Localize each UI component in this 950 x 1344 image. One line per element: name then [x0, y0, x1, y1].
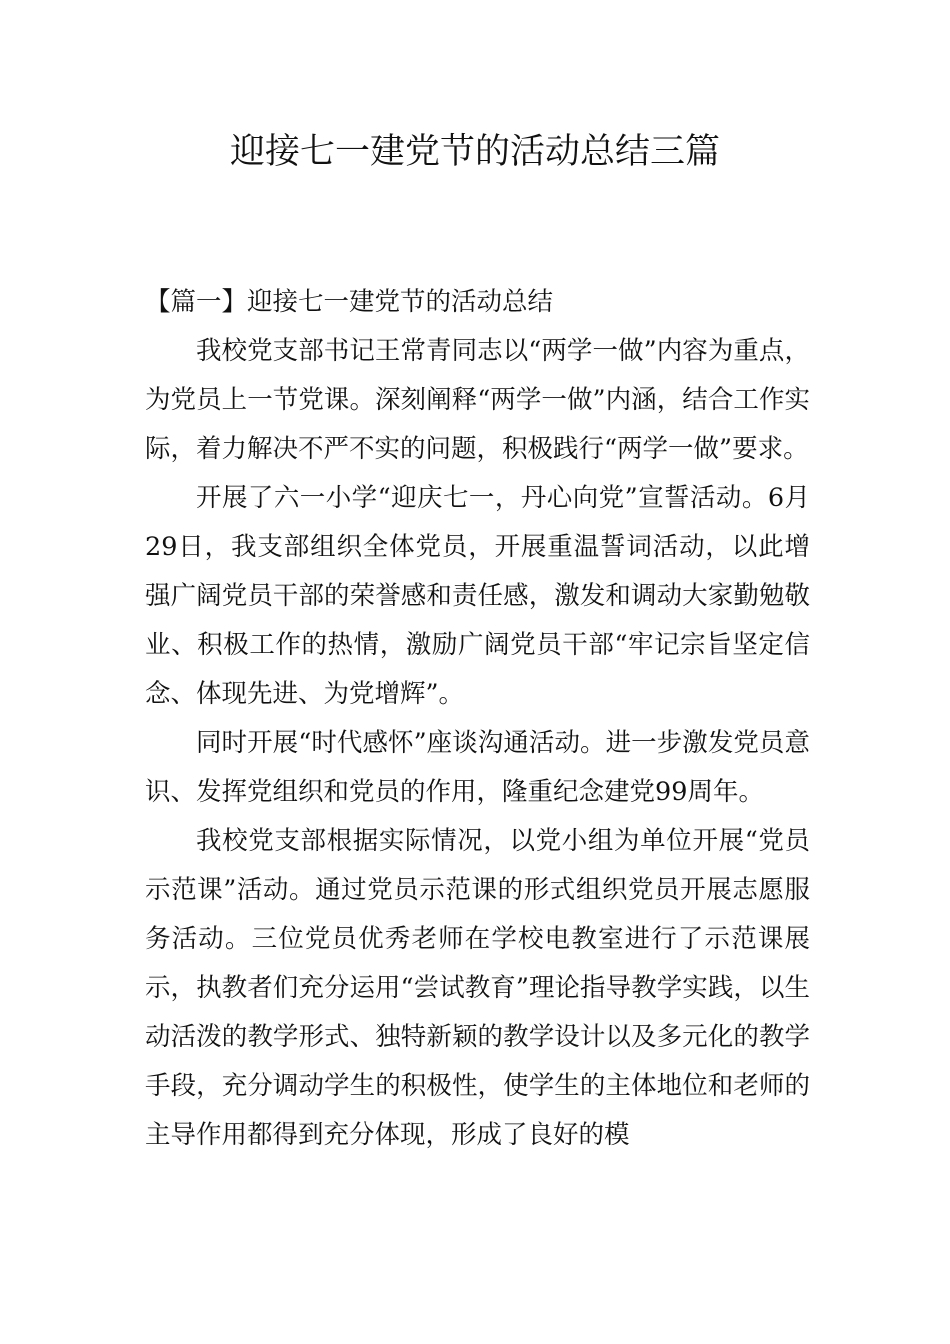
paragraph-3: 同时开展“时代感怀”座谈沟通活动。进一步激发党员意识、发挥党组织和党员的作用，隆重纪念建党99周年。 — [145, 728, 810, 807]
paragraph-2: 开展了六一小学“迎庆七一，丹心向党”宣誓活动。6月29日，我支部组织全体党员，开展重温誓词活动，以此增强广阔党员干部的荣誉感和责任感，激发和调动大家勤勉敬业、积极工作的热情，激励广阔党员干部“牢记宗旨坚定信念、体现先进、为党增辉”。 — [145, 483, 810, 709]
paragraph-1: 我校党支部书记王常青同志以“两学一做”内容为重点，为党员上一节党课。深刻阐释“两学一做”内涵，结合工作实际，着力解决不严不实的问题，积极践行“两学一做”要求。 — [145, 336, 810, 464]
document-title: 迎接七一建党节的活动总结三篇 — [229, 132, 720, 172]
document-body — [145, 278, 810, 1160]
paragraph-4: 我校党支部根据实际情况，以党小组为单位开展“党员示范课”活动。通过党员示范课的形式组织党员开展志愿服务活动。三位党员优秀老师在学校电教室进行了示范课展示，执教者们充分运用“尝试教育”理论指导教学实践，以生动活泼的教学形式、独特新颖的教学设计以及多元化的教学手段，充分调动学生的积极性，使学生的主体地位和老师的主导作用都得到充分体现，形成了良好的模 — [145, 826, 810, 1150]
section-heading: 【篇一】迎接七一建党节的活动总结 — [145, 287, 554, 317]
